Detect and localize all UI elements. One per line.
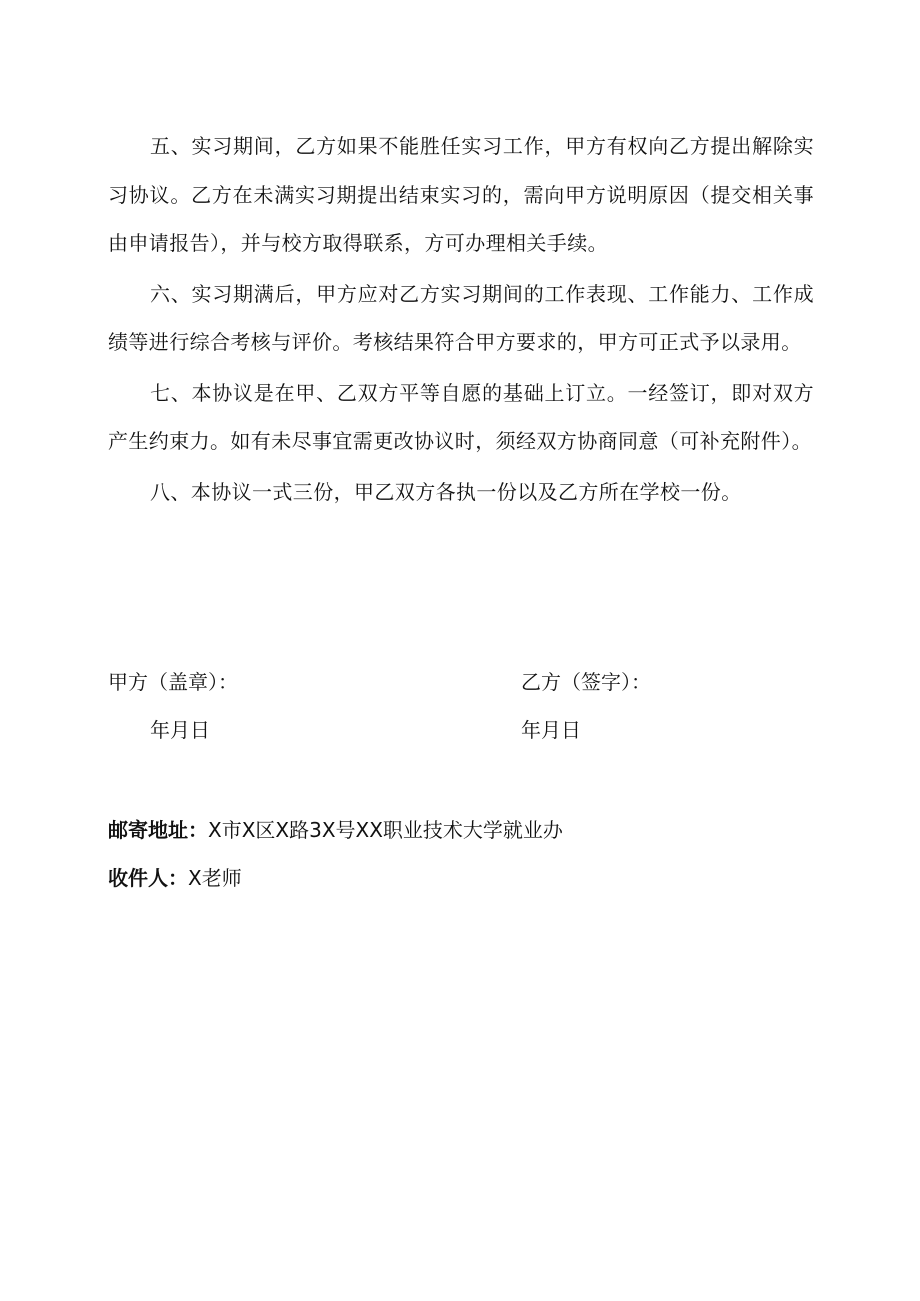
mailing-address-value: X市X区X路3X号XX职业技术大学就业办 bbox=[208, 818, 563, 842]
party-a-signature bbox=[108, 658, 238, 754]
clause-7: 七、本协议是在甲、乙双方平等自愿的基础上订立。一经签订，即对双方产生约束力。如有未尽事宜需更改协议时，须经双方协商同意（可补充附件）。 bbox=[108, 380, 814, 453]
party-a-label: 甲方（盖章）： bbox=[108, 670, 238, 694]
party-b-label: 乙方（签字）： bbox=[521, 670, 651, 694]
mailing-address-key: 邮寄地址： bbox=[108, 818, 208, 842]
recipient bbox=[108, 854, 563, 902]
signature-section bbox=[108, 658, 814, 758]
mailing-info bbox=[108, 806, 563, 902]
party-b-signature bbox=[521, 658, 651, 754]
clause-5: 五、实习期间，乙方如果不能胜任实习工作，甲方有权向乙方提出解除实习协议。乙方在未满实习期提出结束实习的，需向甲方说明原因（提交相关事由申请报告），并与校方取得联系，方可办理相关手续。 bbox=[108, 134, 814, 255]
agreement-clauses bbox=[108, 122, 814, 518]
party-b-date: 年月日 bbox=[521, 718, 581, 742]
clause-8: 八、本协议一式三份，甲乙双方各执一份以及乙方所在学校一份。 bbox=[150, 479, 742, 504]
recipient-value: X老师 bbox=[188, 866, 242, 890]
recipient-key: 收件人： bbox=[108, 866, 188, 890]
clause-6: 六、实习期满后，甲方应对乙方实习期间的工作表现、工作能力、工作成绩等进行综合考核与评价。考核结果符合甲方要求的，甲方可正式予以录用。 bbox=[108, 281, 814, 354]
mailing-address bbox=[108, 806, 563, 854]
party-a-date: 年月日 bbox=[150, 718, 210, 742]
